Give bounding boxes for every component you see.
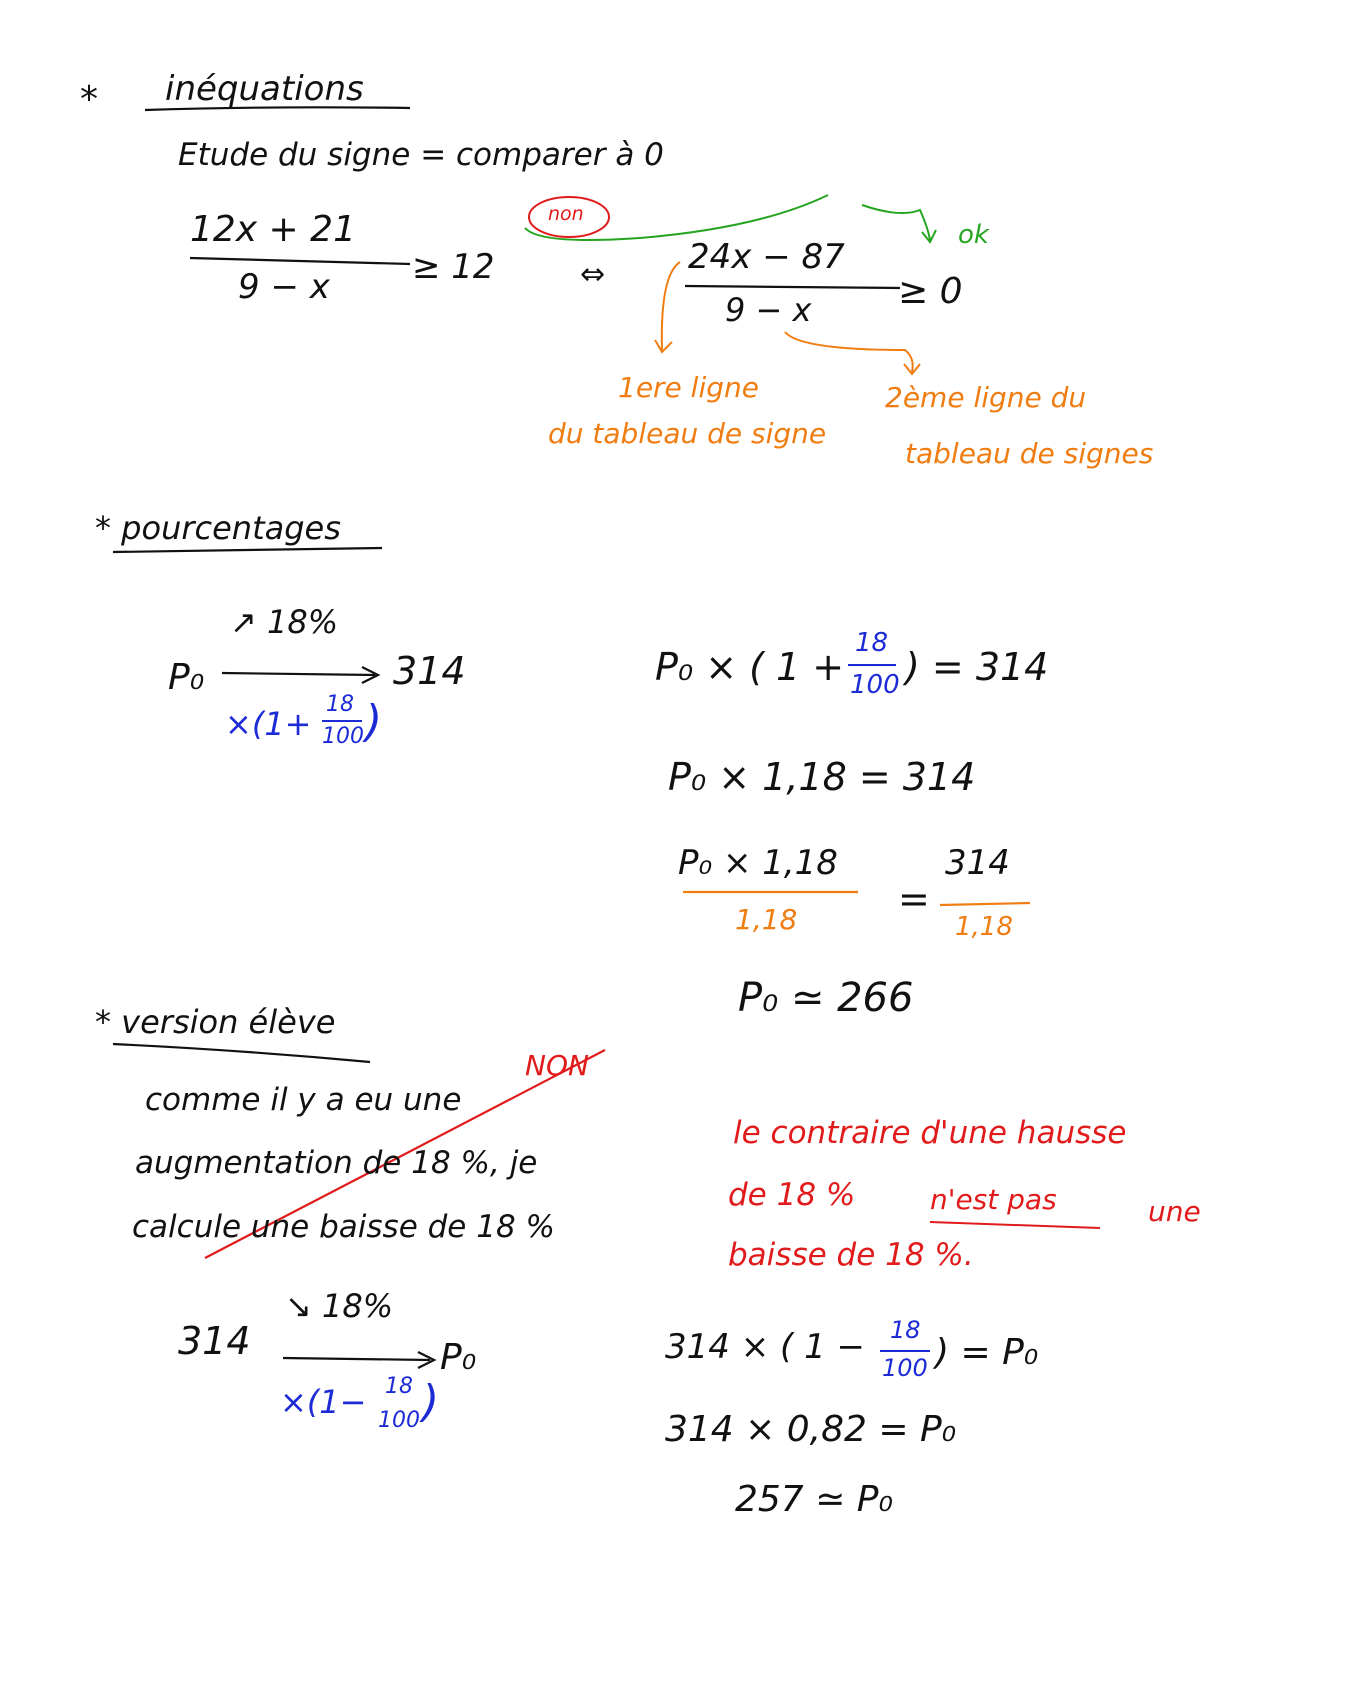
multiplier-decrease-frac-num: 18: [385, 1374, 413, 1399]
equivalence-symbol: ⇔: [580, 257, 606, 292]
eq1-frac-den: 100: [850, 670, 900, 700]
student-line-1: comme il y a eu une: [145, 1082, 462, 1118]
arrow-line-decrease: [283, 1358, 430, 1360]
p0-left: P₀: [168, 657, 205, 698]
orange-bar-eq3-right: [940, 903, 1030, 905]
label-non-circled: non: [548, 203, 584, 225]
decrease-eq3-result: 257 ≃ P₀: [735, 1479, 893, 1520]
inequality-left-denominator: 9 − x: [238, 267, 330, 307]
note-first-row-line1: 1ere ligne: [618, 371, 759, 404]
decrease-eq1-frac-bar: [880, 1350, 930, 1352]
eq3-denominator: 1,18: [735, 903, 798, 936]
eq1-left: P₀ × ( 1 +: [655, 645, 845, 689]
arrow-label-increase: ↗ 18%: [230, 603, 339, 641]
section-title-version-eleve: * version élève: [95, 1003, 336, 1041]
multiplier-decrease-close: ): [422, 1376, 440, 1427]
eq4-result: P₀ ≃ 266: [738, 975, 914, 1021]
sign-study-line: Etude du signe = comparer à 0: [178, 137, 664, 173]
correction-line-1: le contraire d'une hausse: [733, 1115, 1127, 1151]
orange-arrow-1: [662, 262, 680, 350]
decrease-eq1-left: 314 × ( 1 −: [665, 1327, 865, 1367]
note-second-row-line1: 2ème ligne du: [885, 381, 1087, 414]
multiplier-decrease-frac-den: 100: [378, 1408, 420, 1433]
eq2: P₀ × 1,18 = 314: [668, 755, 976, 799]
fraction-bar-left: [190, 258, 410, 264]
multiplier-decrease-prefix: ×(1−: [280, 1383, 367, 1421]
eq3-right-denominator: 1,18: [955, 912, 1013, 942]
multiplier-frac-bar: [322, 720, 362, 722]
eq3-right-numerator: 314: [945, 843, 1010, 883]
inequality-left-numerator: 12x + 21: [190, 209, 356, 250]
inequality-left-rhs: ≥ 12: [412, 247, 495, 287]
student-line-2: augmentation de 18 %, je: [135, 1145, 538, 1181]
bullet-star: *: [80, 79, 98, 120]
eq3-numerator: P₀ × 1,18: [678, 843, 838, 883]
inequality-right-numerator: 24x − 87: [688, 237, 845, 277]
eq1-right: ) = 314: [905, 645, 1049, 689]
label-ok: ok: [958, 220, 989, 250]
section-title-inequations: inéquations: [165, 69, 364, 109]
eq3-equals: =: [898, 877, 930, 921]
correction-line-2c: une: [1148, 1195, 1201, 1228]
title-underline-3: [113, 1044, 370, 1062]
orange-arrow-2: [785, 332, 913, 372]
correction-line-3: baisse de 18 %.: [728, 1237, 974, 1273]
orange-arrowhead-1: [655, 340, 672, 352]
note-second-row-line2: tableau de signes: [905, 437, 1154, 470]
correction-line-2a: de 18 %: [728, 1177, 856, 1213]
multiplier-close: ): [365, 696, 383, 747]
red-underline-nest: [930, 1222, 1100, 1228]
section-title-pourcentages: * pourcentages: [95, 509, 341, 547]
inequality-right-denominator: 9 − x: [725, 291, 812, 329]
eq1-frac-bar: [848, 664, 896, 666]
value-314-left: 314: [178, 1319, 251, 1363]
decrease-eq2: 314 × 0,82 = P₀: [665, 1409, 957, 1450]
multiplier-frac-num: 18: [326, 692, 354, 717]
p0-right: P₀: [440, 1337, 477, 1378]
label-non-red: NON: [525, 1049, 589, 1082]
decrease-eq1-frac-den: 100: [882, 1354, 928, 1382]
arrow-line-increase: [222, 673, 375, 675]
multiplier-frac-den: 100: [322, 724, 364, 749]
green-arrow-ok: [862, 205, 930, 240]
note-first-row-line2: du tableau de signe: [548, 417, 827, 450]
fraction-bar-right: [685, 286, 900, 288]
student-line-3: calcule une baisse de 18 %: [132, 1209, 555, 1245]
decrease-eq1-frac-num: 18: [890, 1316, 921, 1344]
arrow-label-decrease: ↘ 18%: [285, 1287, 394, 1325]
inequality-right-rhs: ≥ 0: [898, 271, 963, 312]
eq1-frac-num: 18: [855, 628, 889, 658]
multiplier-prefix: ×(1+: [225, 705, 312, 743]
value-314: 314: [393, 649, 466, 693]
title-underline-2: [113, 548, 382, 552]
correction-line-2b: n'est pas: [930, 1183, 1057, 1216]
decrease-eq1-right: ) = P₀: [935, 1332, 1039, 1373]
